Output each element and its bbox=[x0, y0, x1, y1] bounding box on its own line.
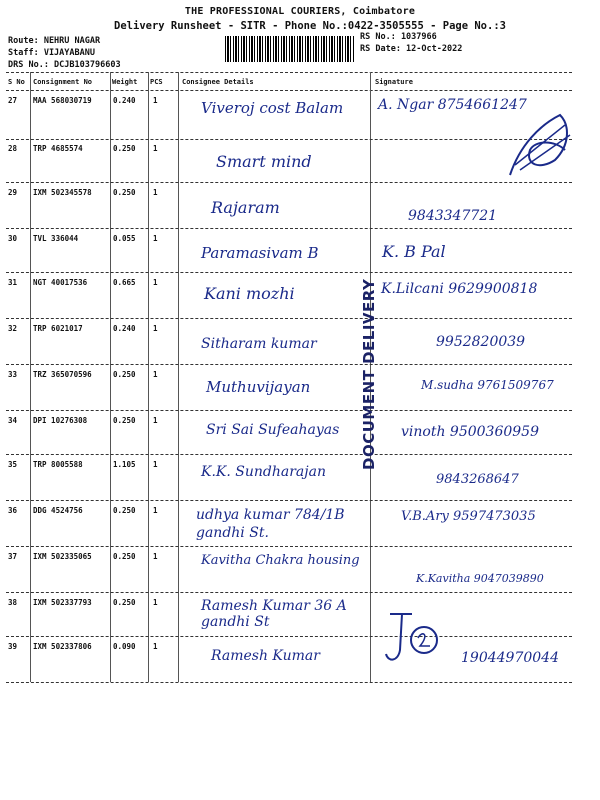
row-pcs: 1 bbox=[153, 324, 158, 333]
row-divider bbox=[6, 454, 572, 455]
row-pcs: 1 bbox=[153, 278, 158, 287]
row-sno: 31 bbox=[8, 278, 18, 287]
row-pcs: 1 bbox=[153, 506, 158, 515]
row-consignee: Viveroj cost Balam bbox=[201, 99, 344, 117]
row-divider bbox=[6, 182, 572, 183]
route-label: Route: NEHRU NAGAR bbox=[8, 36, 101, 46]
column-divider bbox=[148, 72, 149, 682]
header-rule-bottom bbox=[6, 90, 572, 91]
row-weight: 0.250 bbox=[113, 416, 136, 425]
col-consignee: Consignee Details bbox=[182, 78, 254, 86]
row-signature: 9843268647 bbox=[436, 472, 519, 487]
row-consignee: udhya kumar 784/1B gandhi St. bbox=[196, 507, 345, 541]
row-signature: K. B Pal bbox=[382, 242, 446, 261]
row-signature: 19044970044 bbox=[461, 650, 559, 666]
row-consignee: Ramesh Kumar bbox=[211, 648, 320, 664]
column-divider bbox=[110, 72, 111, 682]
row-sno: 30 bbox=[8, 234, 18, 243]
row-signature: vinoth 9500360959 bbox=[401, 424, 539, 440]
row-pcs: 1 bbox=[153, 188, 158, 197]
row-weight: 0.665 bbox=[113, 278, 136, 287]
document-delivery-stamp: DOCUMENT DELIVERY bbox=[360, 278, 378, 470]
row-consignee: Sri Sai Sufeahayas bbox=[206, 422, 340, 438]
row-divider bbox=[6, 500, 572, 501]
row-sno: 35 bbox=[8, 460, 18, 469]
row-signature: K.Lilcani 9629900818 bbox=[381, 281, 538, 297]
row-consignee: Kavitha Chakra housing bbox=[201, 553, 360, 568]
row-divider bbox=[6, 228, 572, 229]
row-consignee: Ramesh Kumar 36 A gandhi St bbox=[201, 598, 347, 630]
row-signature: K.Kavitha 9047039890 bbox=[416, 572, 544, 585]
signature-scribble-icon bbox=[500, 105, 580, 185]
row-consignee: Sitharam kumar bbox=[201, 336, 317, 352]
row-weight: 0.250 bbox=[113, 552, 136, 561]
row-signature: M.sudha 9761509767 bbox=[421, 378, 554, 392]
row-weight: 1.105 bbox=[113, 460, 136, 469]
row-divider bbox=[6, 592, 572, 593]
row-consignment: TRZ 365070596 bbox=[33, 370, 92, 379]
row-signature: 9952820039 bbox=[436, 334, 526, 350]
row-weight: 0.240 bbox=[113, 96, 136, 105]
row-divider bbox=[6, 682, 572, 683]
row-consignment: TRP 6021017 bbox=[33, 324, 83, 333]
row-signature: A. Ngar 8754661247 bbox=[378, 97, 527, 113]
rs-date: RS Date: 12-Oct-2022 bbox=[360, 44, 463, 54]
row-consignment: IXM 502337806 bbox=[33, 642, 92, 651]
row-pcs: 1 bbox=[153, 416, 158, 425]
row-divider bbox=[6, 546, 572, 547]
row-divider bbox=[6, 318, 572, 319]
row-consignee: Paramasivam B bbox=[201, 244, 319, 262]
row-consignee: Rajaram bbox=[211, 198, 280, 217]
row-weight: 0.250 bbox=[113, 506, 136, 515]
header-rule-top bbox=[6, 72, 572, 73]
row-divider bbox=[6, 272, 572, 273]
row-consignment: TRP 4685574 bbox=[33, 144, 83, 153]
row-consignment: IXM 502337793 bbox=[33, 598, 92, 607]
row-consignment: TVL 336044 bbox=[33, 234, 79, 243]
row-pcs: 1 bbox=[153, 234, 158, 243]
row-sno: 36 bbox=[8, 506, 18, 515]
row-signature: V.B.Ary 9597473035 bbox=[401, 509, 536, 524]
row-pcs: 1 bbox=[153, 96, 158, 105]
row-signature: 9843347721 bbox=[408, 208, 498, 224]
barcode bbox=[225, 36, 355, 62]
col-signature: Signature bbox=[375, 78, 413, 86]
row-consignment: IXM 502335065 bbox=[33, 552, 92, 561]
row-sno: 34 bbox=[8, 416, 18, 425]
row-divider bbox=[6, 636, 572, 637]
row-weight: 0.250 bbox=[113, 598, 136, 607]
row-divider bbox=[6, 139, 572, 140]
row-weight: 0.250 bbox=[113, 144, 136, 153]
row-pcs: 1 bbox=[153, 552, 158, 561]
row-sno: 27 bbox=[8, 96, 18, 105]
row-sno: 32 bbox=[8, 324, 18, 333]
row-divider bbox=[6, 410, 572, 411]
runsheet-subtitle: Delivery Runsheet - SITR - Phone No.:0422-3505555 - Page No.:3 bbox=[114, 20, 506, 32]
row-consignee: Muthuvijayan bbox=[206, 378, 311, 396]
row-consignment: IXM 502345578 bbox=[33, 188, 92, 197]
col-consignment: Consignment No bbox=[33, 78, 93, 86]
row-sno: 37 bbox=[8, 552, 18, 561]
column-divider bbox=[178, 72, 179, 682]
rs-number: RS No.: 1037966 bbox=[360, 32, 437, 42]
row-consignment: MAA 568030719 bbox=[33, 96, 92, 105]
col-sno: S No bbox=[8, 78, 25, 86]
staff-label: Staff: VIJAYABANU bbox=[8, 48, 95, 58]
company-title: THE PROFESSIONAL COURIERS, Coimbatore bbox=[184, 6, 416, 17]
row-pcs: 1 bbox=[153, 370, 158, 379]
row-consignee: Smart mind bbox=[216, 152, 312, 171]
row-pcs: 1 bbox=[153, 598, 158, 607]
row-weight: 0.250 bbox=[113, 188, 136, 197]
drs-number: DRS No.: DCJB103796603 bbox=[8, 60, 121, 70]
row-sno: 39 bbox=[8, 642, 18, 651]
row-sno: 33 bbox=[8, 370, 18, 379]
row-weight: 0.250 bbox=[113, 370, 136, 379]
row-consignee: Kani mozhi bbox=[204, 284, 295, 303]
row-weight: 0.240 bbox=[113, 324, 136, 333]
column-divider bbox=[30, 72, 31, 682]
row-consignment: NGT 40017536 bbox=[33, 278, 88, 287]
row-divider bbox=[6, 364, 572, 365]
row-weight: 0.090 bbox=[113, 642, 136, 651]
row-pcs: 1 bbox=[153, 642, 158, 651]
row-pcs: 1 bbox=[153, 144, 158, 153]
row-sno: 29 bbox=[8, 188, 18, 197]
signature-circle-icon bbox=[382, 610, 442, 670]
row-sno: 28 bbox=[8, 144, 18, 153]
row-consignment: TRP 8005588 bbox=[33, 460, 83, 469]
row-consignment: DDG 4524756 bbox=[33, 506, 83, 515]
row-sno: 38 bbox=[8, 598, 18, 607]
col-pcs: PCS bbox=[150, 78, 163, 86]
row-pcs: 1 bbox=[153, 460, 158, 469]
col-weight: Weight bbox=[112, 78, 138, 86]
row-consignment: DPI 10276308 bbox=[33, 416, 88, 425]
row-weight: 0.055 bbox=[113, 234, 136, 243]
row-consignee: K.K. Sundharajan bbox=[201, 464, 326, 480]
